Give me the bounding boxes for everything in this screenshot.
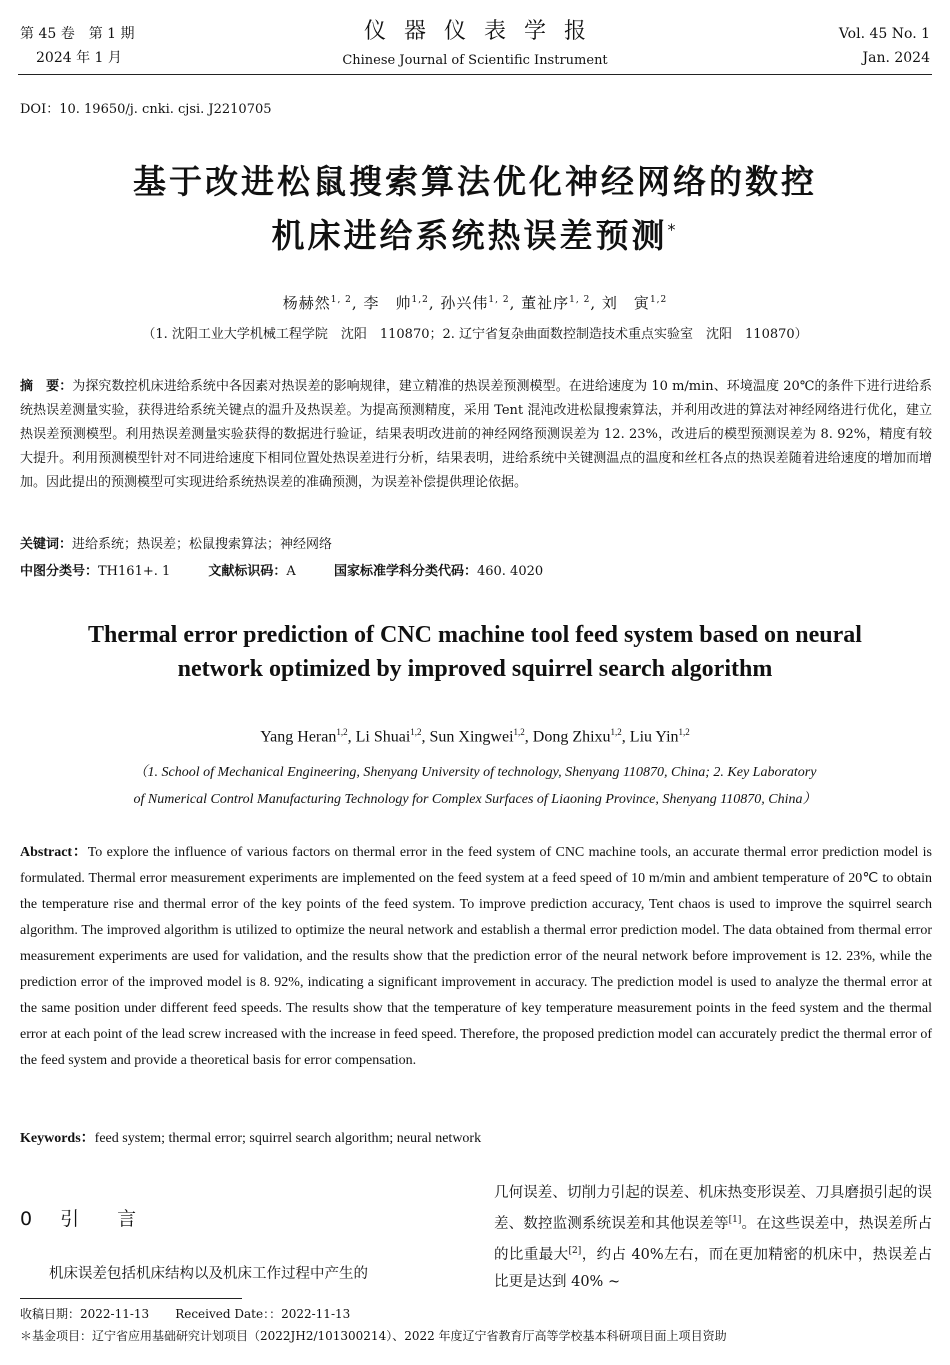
section-heading <box>20 1204 174 1231</box>
volume-issue: 第 45 卷 第 1 期 <box>20 26 135 42</box>
keywords-en-text: feed system; thermal error; squirrel search algorithm; neural network <box>94 1131 482 1146</box>
intro-paragraph-left: 机床误差包括机床结构以及机床工作过程中产生的 <box>49 1266 368 1282</box>
author-affiliation-mark: 1,2 <box>513 727 525 737</box>
keywords-cn <box>20 533 332 552</box>
title-cn-line1: 基于改进松鼠搜索算法优化神经网络的数控 <box>133 162 817 201</box>
author-en: Sun Xingwei <box>429 728 514 746</box>
intro-text-b: 。在这些误差中，热误差所占的比重最大 <box>494 1215 933 1263</box>
clc-value: TH161+. 1 <box>98 564 171 579</box>
abstract-en-label: Abstract： <box>20 845 88 860</box>
author-separator: , <box>590 294 597 312</box>
author-affiliation-mark: 1,2 <box>649 295 668 305</box>
section-number: 0 <box>20 1208 33 1230</box>
affiliation-cn: （1. 沈阳工业大学机械工程学院 沈阳 110870；2. 辽宁省复杂曲面数控制造技术重点实验室 沈阳 110870） <box>142 327 808 342</box>
keywords-cn-text: 进给系统；热误差；松鼠搜索算法；神经网络 <box>72 537 333 552</box>
author-affiliation-mark: 1,2 <box>678 727 690 737</box>
abstract-cn <box>20 375 932 495</box>
received-date-cn: 收稿日期：2022-11-13 <box>20 1307 150 1321</box>
author-affiliation-mark: 1,2 <box>610 727 622 737</box>
author-affiliation-mark: 1, 2 <box>330 295 352 305</box>
authors-cn <box>0 292 950 313</box>
author-affiliation-mark: 1,2 <box>411 295 429 305</box>
affiliation-en <box>0 759 950 813</box>
citation[interactable]: [1] <box>728 1215 742 1225</box>
paper-title-cn <box>0 158 950 260</box>
author-en: Li Shuai <box>355 728 411 746</box>
author-cn: 孙兴伟 <box>440 294 489 312</box>
abstract-en-text: To explore the influence of various factors on thermal error in the feed system of CNC machine tools, an accurate thermal error prediction model is formulated. Thermal error measurement experiments are implemented on the feed system at a feed speed of 10 m/min and ambient temperature of 20℃ to obtain the temperature rise and thermal error of the key points of the feed system. To improve prediction accuracy, Tent chaos is used to improve the squirrel search algorithm. The improved algorithm is utilized to optimize the neural network and establish a thermal error prediction model. The data obtained from thermal error measurement experiments are used for validation, and the results show that the prediction error of the neural network before improvement is 12. 23%, while the prediction error of the improved model is 8. 92%, indicating a significant improvement in accuracy. The prediction model is used to analyze the thermal error at the same position under different feed speeds. The results show that the temperature of key temperature measurement points in the feed system and the thermal error at each point of the lead screw increased with the increase in feed speed. Therefore, the proposed prediction model can accurately predict the thermal error of the feed system and provide a theoretical basis for error compensation. <box>20 845 932 1068</box>
author-separator: , <box>428 294 435 312</box>
author-affiliation-mark: 1,2 <box>410 727 422 737</box>
footnote-fund: ＊基金项目：辽宁省应用基础研究计划项目（2022JH2/101300214）、2022 年度辽宁省教育厅高等学校基本科研项目面上项目资助 <box>20 1329 727 1343</box>
doi: DOI：10. 19650/j. cnki. cjsi. J2210705 <box>20 102 272 117</box>
author-separator: , <box>509 294 516 312</box>
abstract-cn-text: 为探究数控机床进给系统中各因素对热误差的影响规律，建立精准的热误差预测模型。在进给速度为 10 m/min、环境温度 20℃的条件下进行进给系统热误差测量实验，获得进给系统关键点的温升及热误差。为提高预测精度，采用 Tent 混沌改进松鼠搜索算法，并利用改进的算法对神经网络进行优化，建立热误差预测模型。利用热误差测量实验获得的数据进行验证，结果表明改进前的神经网络预测误差为 12. 23%，改进后的模型预测误差为 8. 92%，精度有较大提升。利用预测模型针对不同进给速度下相同位置处热误差进行分析，结果表明，进给系统中关键测温点的温度和丝杠各点的热误差随着进给速度的增加而增加。因此提出的预测模型可实现进给系统热误差的准确预测，为误差补偿提供理论依据。 <box>20 379 932 490</box>
title-fund-mark: * <box>667 220 679 239</box>
author-separator: , <box>347 728 352 746</box>
issue-date-en: Jan. 2024 <box>862 50 930 66</box>
abstract-en <box>20 840 932 1074</box>
keywords-en <box>20 1127 481 1147</box>
footnote-rule <box>20 1298 242 1299</box>
section-title: 引言 <box>60 1208 175 1230</box>
author-en: Liu Yin <box>629 728 679 746</box>
journal-title-en: Chinese Journal of Scientific Instrument <box>342 53 608 68</box>
journal-title-cn: 仪器仪表学报 <box>363 19 604 44</box>
volume-en: Vol. 45 No. 1 <box>838 26 930 42</box>
author-separator: , <box>421 728 426 746</box>
author-affiliation-mark: 1,2 <box>336 727 348 737</box>
title-cn-line2: 机床进给系统热误差预测 <box>271 216 668 255</box>
intro-text-c: ，约占 40%左右，而在更加精密的机床中，热误差占比更是达到 40% ~ <box>494 1246 933 1290</box>
author-cn: 董祉序 <box>521 294 570 312</box>
issue-date-cn: 2024 年 1 月 <box>36 50 122 66</box>
author-separator: , <box>621 728 626 746</box>
discipline-code-label: 国家标准学科分类代码： <box>333 564 477 579</box>
keywords-en-label: Keywords： <box>20 1131 95 1146</box>
author-affiliation-mark: 1, 2 <box>569 295 591 305</box>
affiliation-en-line2: of Numerical Control Manufacturing Technology for Complex Surfaces of Liaoning Province, Shenyang 110870, China） <box>133 792 817 807</box>
received-date-en: Received Date：：2022-11-13 <box>175 1307 351 1321</box>
author-cn: 杨赫然 <box>282 294 331 312</box>
author-cn: 刘 寅 <box>601 294 650 312</box>
author-separator: , <box>351 294 358 312</box>
clc-label: 中图分类号： <box>20 564 99 579</box>
paper-title-en <box>0 618 950 686</box>
doc-code-label: 文献标识码： <box>208 564 287 579</box>
affiliation-en-line1: （1. School of Mechanical Engineering, Shenyang University of technology, Shenyang 110870, China; 2. Key Laboratory <box>133 765 817 780</box>
author-en: Yang Heran <box>260 728 337 746</box>
author-affiliation-mark: 1, 2 <box>488 295 510 305</box>
abstract-cn-label: 摘 要： <box>20 379 73 394</box>
journal-masthead <box>0 14 950 68</box>
author-separator: , <box>524 728 529 746</box>
classification-codes <box>20 560 577 579</box>
keywords-cn-label: 关键词： <box>20 537 73 552</box>
footnote-received <box>20 1305 350 1322</box>
title-en-line2: network optimized by improved squirrel search algorithm <box>177 656 773 682</box>
title-en-line1: Thermal error prediction of CNC machine tool feed system based on neural <box>88 622 862 648</box>
header-volume-en-block <box>839 22 930 70</box>
header-rule <box>18 74 932 75</box>
intro-text-a: 几何误差、切削力引起的误差、机床热变形误差、刀具磨损引起的误差、数控监测系统误差和其他误差等 <box>494 1185 932 1232</box>
author-cn: 李 帅 <box>363 294 412 312</box>
discipline-code-value: 460. 4020 <box>476 564 544 579</box>
citation[interactable]: [2] <box>568 1245 582 1256</box>
author-en: Dong Zhixu <box>532 728 611 746</box>
doc-code-value: A <box>286 564 296 579</box>
intro-paragraph-right <box>494 1180 932 1296</box>
authors-en <box>0 727 950 746</box>
